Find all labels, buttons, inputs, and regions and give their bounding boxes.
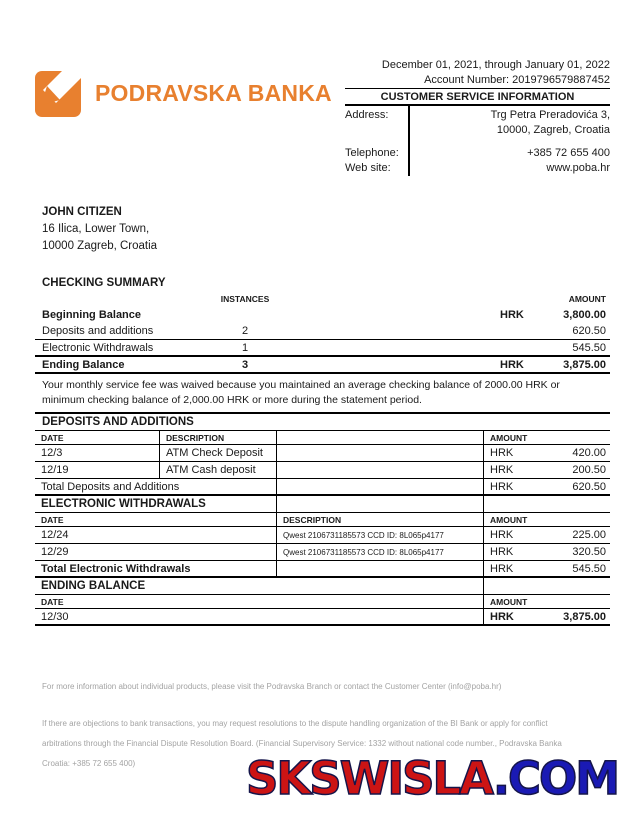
currency-code: HRK: [490, 562, 514, 575]
withdrawals-section-title-row: ELECTRONIC WITHDRAWALS: [35, 496, 610, 513]
statement-period: December 01, 2021, through January 01, 2022: [381, 59, 610, 71]
website-label: Web site:: [345, 162, 391, 174]
summary-row-beginning-balance: Beginning Balance HRK 3,800.00: [42, 308, 606, 321]
instances-column-header: INSTANCES: [220, 293, 270, 304]
date-column-header: DATE: [35, 431, 160, 444]
watermark-text-blue: .COM: [492, 752, 618, 805]
description-column-header: DESCRIPTION: [277, 513, 484, 526]
withdrawal-row: 12/24 Qwest 2106731185573 CCD ID: 8L065p4177 HRK 225.00: [35, 527, 610, 544]
currency-code: HRK: [490, 546, 514, 558]
deposit-row: 12/3 ATM Check Deposit HRK 420.00: [35, 445, 610, 462]
header-right-block: [345, 58, 610, 176]
address-label: Address:: [345, 109, 389, 121]
ending-balance-title-row: ENDING BALANCE: [35, 578, 610, 595]
amount-column-header: AMOUNT: [490, 596, 528, 607]
watermark-text-red: SKSWISLA: [246, 752, 493, 805]
checking-summary-header-row: [35, 291, 610, 306]
date-column-header: DATE: [35, 595, 484, 608]
customer-address-line2: 10000 Zagreb, Croatia: [42, 240, 158, 252]
bank-logo-icon: [35, 64, 87, 123]
address-value-line2: 10000, Zagreb, Croatia: [496, 124, 610, 136]
currency-code: HRK: [490, 610, 514, 623]
account-number: Account Number: 2019796579887452: [424, 74, 610, 86]
site-watermark: [246, 752, 618, 805]
currency-code: HRK: [490, 529, 514, 541]
footer-note-products: For more information about individual products, please visit the Podravska Branch or contact the Customer Center (info@poba.hr): [42, 682, 502, 691]
date-column-header: DATE: [35, 513, 277, 526]
address-value-line1: Trg Petra Preradovića 3,: [490, 109, 610, 121]
description-column-header: DESCRIPTION: [160, 431, 277, 444]
footer-note-disputes: If there are objections to bank transactions, you may request resolutions to the dispute handling organization of the BI Bank or apply for conflict arbitrations through the Financial Dispute Resolution Board. (Financial Supervisory Service: 1332 without national code number., Podravska Banka Croatia: +385 72 655 400): [42, 719, 562, 768]
statement-header: [35, 58, 610, 176]
customer-service-title: CUSTOMER SERVICE INFORMATION: [380, 91, 575, 103]
telephone-value: +385 72 655 400: [527, 147, 610, 159]
withdrawals-total-row: Total Electronic Withdrawals HRK 545.50: [35, 561, 610, 578]
customer-address-line1: 16 Ilica, Lower Town,: [42, 223, 150, 235]
telephone-label: Telephone:: [345, 147, 399, 159]
currency-code: HRK: [490, 464, 514, 476]
currency-code: HRK: [490, 447, 514, 459]
summary-row-ending-balance: Ending Balance 3 HRK 3,875.00: [35, 357, 610, 374]
ending-balance-row: 12/30 HRK 3,875.00: [35, 609, 610, 626]
currency-code: HRK: [500, 358, 524, 371]
amount-column-header: AMOUNT: [568, 293, 606, 304]
checking-summary-title: CHECKING SUMMARY: [42, 277, 166, 289]
fee-waiver-notice: Your monthly service fee was waived because you maintained an average checking balance of 2000.00 HRK or minimum checking balance of 2,000.00 HRK or more during the statement period.: [35, 374, 610, 414]
customer-service-table: [345, 106, 610, 176]
bank-name: PODRAVSKA BANKA: [95, 80, 332, 106]
summary-row-withdrawals: Electronic Withdrawals 1 545.50: [35, 340, 610, 357]
deposits-section-title-row: DEPOSITS AND ADDITIONS: [35, 414, 610, 431]
currency-code: HRK: [500, 308, 524, 321]
bank-brand: [35, 64, 332, 123]
ending-balance-header-row: [35, 595, 610, 609]
withdrawal-row: 12/29 Qwest 2106731185573 CCD ID: 8L065p4177 HRK 320.50: [35, 544, 610, 561]
currency-code: HRK: [490, 480, 514, 493]
summary-row-deposits: Deposits and additions 2 620.50: [35, 323, 610, 340]
amount-column-header: AMOUNT: [490, 514, 528, 525]
deposit-row: 12/19 ATM Cash deposit HRK 200.50: [35, 462, 610, 479]
customer-name: JOHN CITIZEN: [42, 206, 122, 218]
amount-column-header: AMOUNT: [490, 432, 528, 443]
withdrawals-header-row: [35, 513, 610, 527]
customer-service-values: [408, 106, 610, 176]
deposits-total-row: Total Deposits and Additions HRK 620.50: [35, 479, 610, 496]
customer-service-labels: [345, 106, 408, 176]
deposits-header-row: [35, 431, 610, 445]
website-value: www.poba.hr: [546, 162, 610, 174]
customer-address-block: [35, 204, 610, 255]
